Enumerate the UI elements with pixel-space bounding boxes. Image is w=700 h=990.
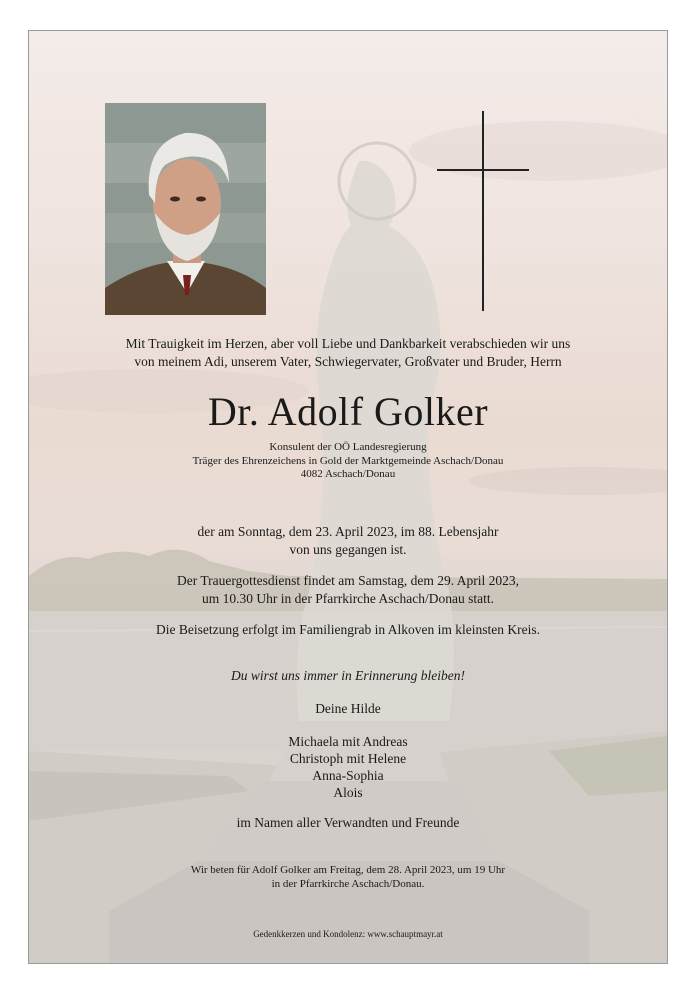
family-member: Michaela mit Andreas xyxy=(288,734,408,749)
deceased-name: Dr. Adolf Golker xyxy=(207,389,489,434)
footer-label: Gedenkkerzen und Kondolenz: xyxy=(253,929,366,939)
portrait-photo xyxy=(105,103,266,315)
death-line: von uns gegangen ist. xyxy=(289,542,407,557)
spouse-signature: Deine Hilde xyxy=(315,701,381,716)
death-notice xyxy=(29,523,667,559)
relatives-line: im Namen aller Verwandten und Freunde xyxy=(236,815,460,830)
service-notice xyxy=(29,572,667,608)
rosary-notice xyxy=(29,863,667,891)
intro-line: Mit Trauigkeit im Herzen, aber voll Liebe und Dankbarkeit verabschieden wir uns xyxy=(125,336,571,351)
family-list xyxy=(29,733,667,801)
family-member: Christoph mit Helene xyxy=(289,751,407,766)
burial-notice: Die Beisetzung erfolgt im Familiengrab in Alkoven im kleinsten Kreis. xyxy=(156,622,540,637)
intro-text xyxy=(29,335,667,371)
service-line: Der Trauergottesdienst findet am Samstag, dem 29. April 2023, xyxy=(176,573,520,588)
family-member: Alois xyxy=(333,785,363,800)
footer xyxy=(29,929,667,939)
intro-line: von meinem Adi, unserem Vater, Schwiegervater, Großvater und Bruder, Herrn xyxy=(134,354,562,369)
rosary-line: Wir beten für Adolf Golker am Freitag, dem 28. April 2023, um 19 Uhr xyxy=(190,864,506,876)
deceased-titles xyxy=(29,441,667,482)
memorial-quote: Du wirst uns immer in Erinnerung bleiben! xyxy=(231,668,465,683)
title-line: Träger des Ehrenzeichens in Gold der Marktgemeinde Aschach/Donau xyxy=(192,454,504,467)
rosary-line: in der Pfarrkirche Aschach/Donau. xyxy=(271,878,425,890)
title-line: Konsulent der OÖ Landesregierung xyxy=(269,441,427,453)
address-line: 4082 Aschach/Donau xyxy=(300,468,396,480)
cross-icon xyxy=(437,111,529,311)
family-member: Anna-Sophia xyxy=(312,768,384,783)
footer-link[interactable]: www.schauptmayr.at xyxy=(367,929,443,939)
death-line: der am Sonntag, dem 23. April 2023, im 88. Lebensjahr xyxy=(197,524,499,539)
service-line: um 10.30 Uhr in der Pfarrkirche Aschach/Donau statt. xyxy=(201,591,495,606)
obituary-card xyxy=(28,30,668,964)
